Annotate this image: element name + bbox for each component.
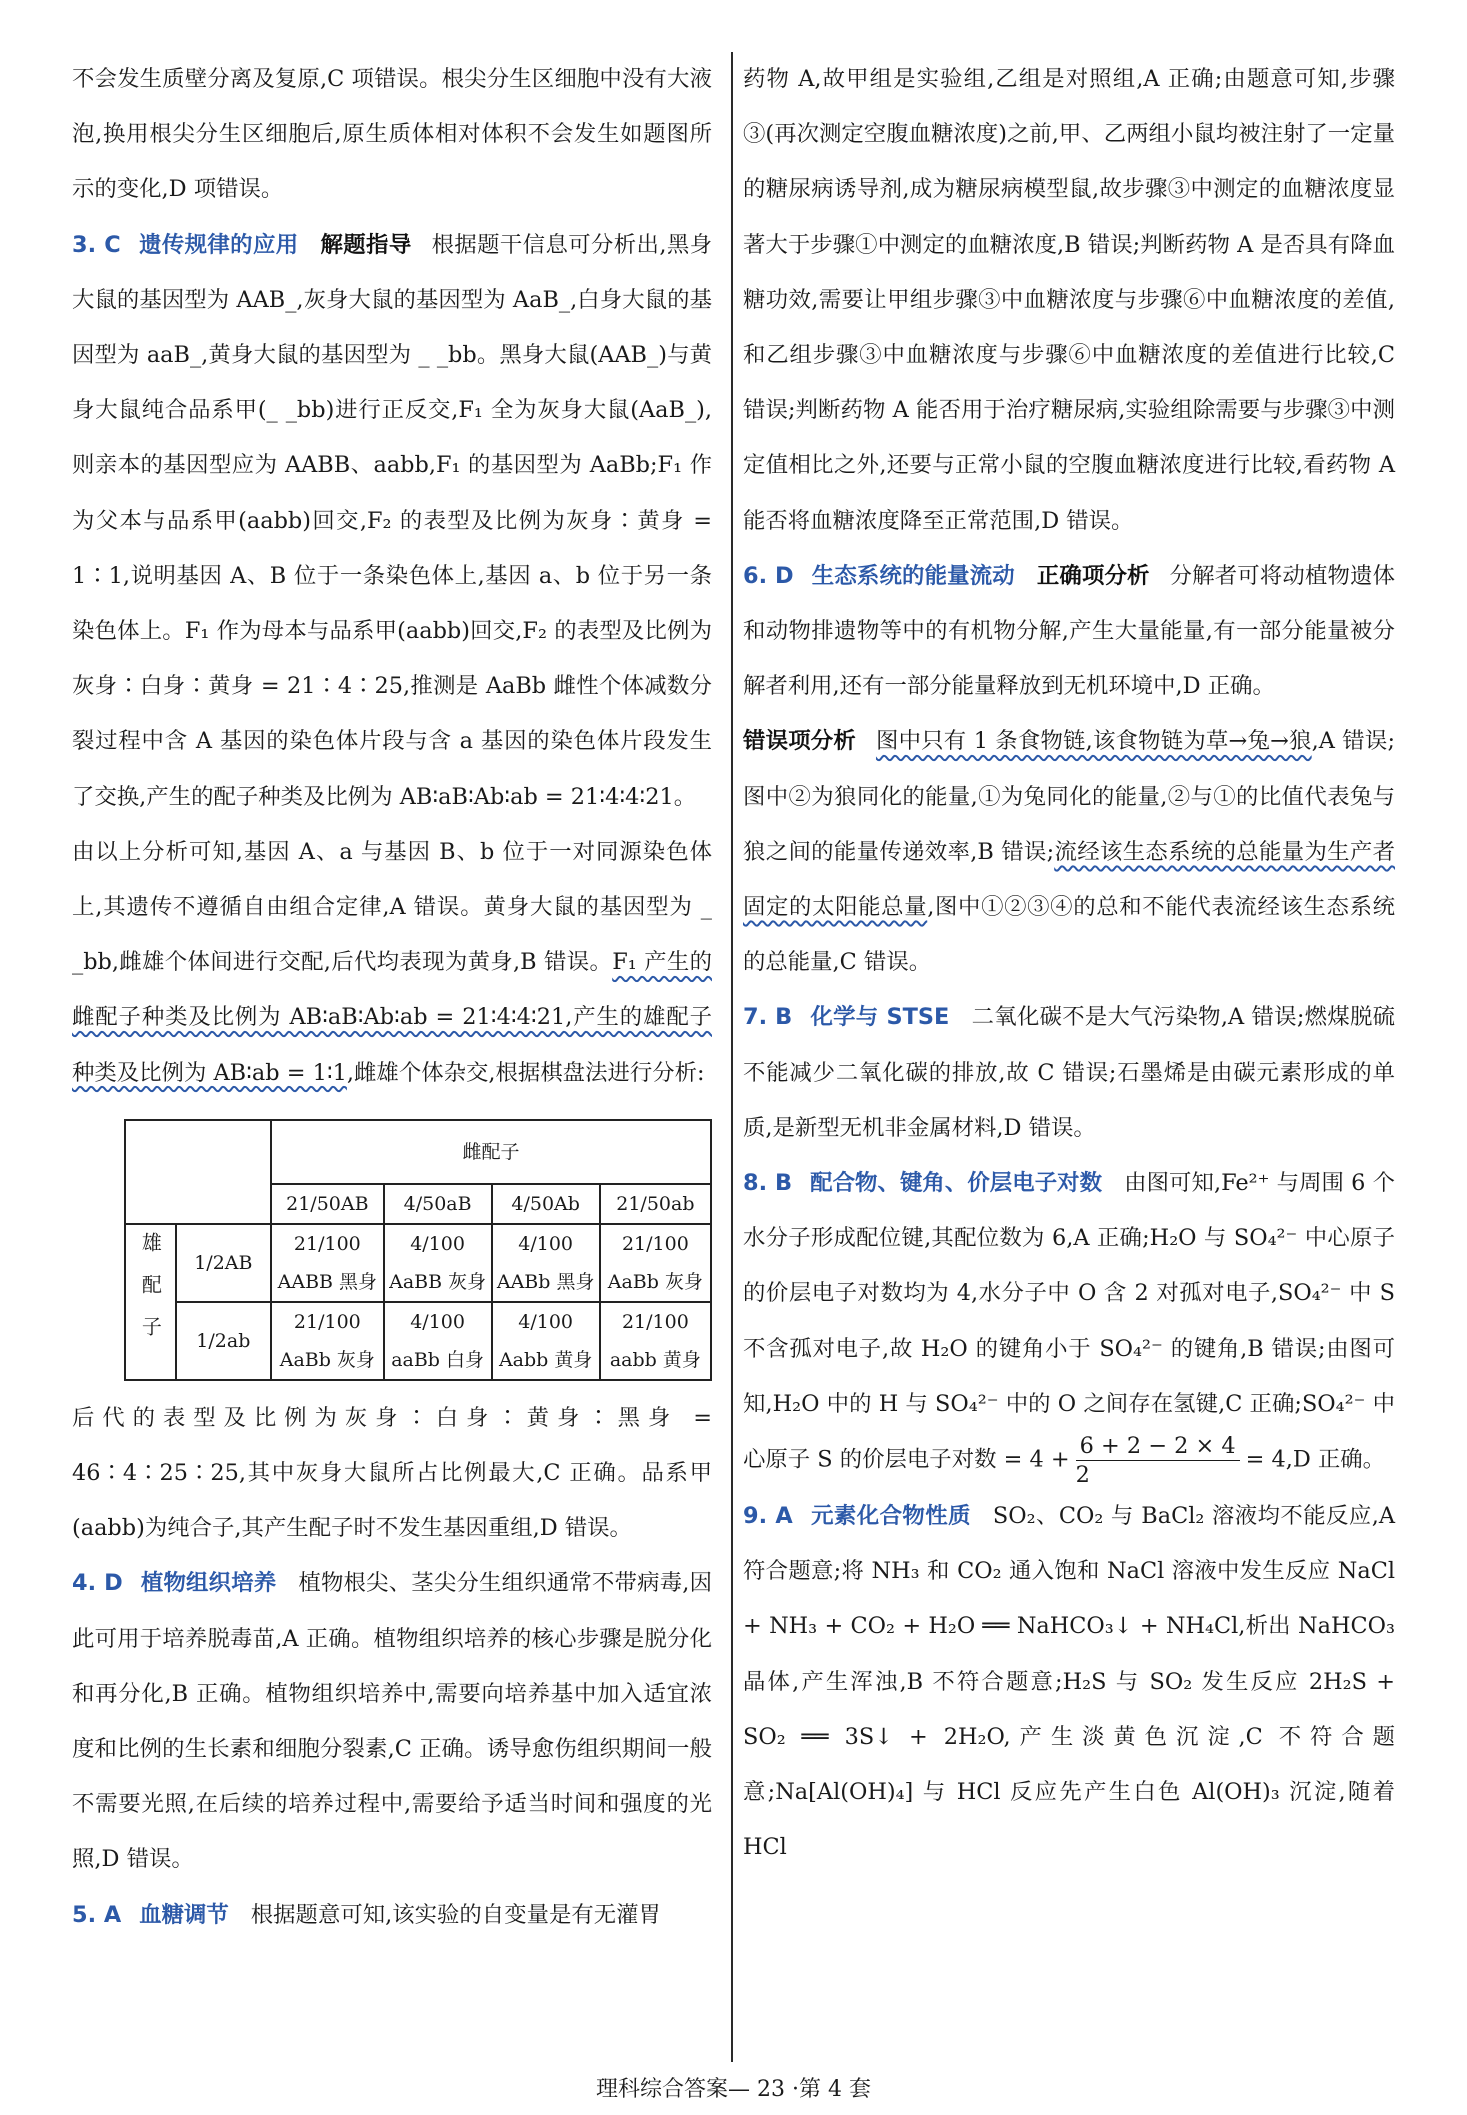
analysis-text: 由以上分析可知,基因 A、a 与基因 B、b 位于一对同源染色体上,其遗传不遵循自由组合定律,A 错误。黄身大鼠的基因型为 _ _bb,雌雄个体间进行交配,后代均表现为黄身,B 错误。 bbox=[72, 838, 712, 976]
col-header: 4/50Ab bbox=[492, 1184, 600, 1224]
answer-5 bbox=[72, 1888, 712, 1943]
table-corner bbox=[125, 1120, 271, 1224]
table-cell: 4/100 Aabb 黄身 bbox=[492, 1302, 600, 1380]
male-gamete-header bbox=[125, 1224, 176, 1380]
answer-text: 根据题意可知,该实验的自变量是有无灌胃 bbox=[250, 1901, 661, 1928]
right-column bbox=[743, 52, 1395, 1876]
col-header: 21/50ab bbox=[600, 1184, 711, 1224]
column-divider bbox=[731, 52, 733, 2062]
answer-6-errors bbox=[743, 714, 1395, 990]
female-gamete-header: 雌配子 bbox=[271, 1120, 711, 1184]
col-header: 4/50aB bbox=[384, 1184, 492, 1224]
answer-number: 6. D bbox=[743, 562, 794, 589]
guide-label: 正确项分析 bbox=[1036, 562, 1150, 589]
answer-number: 9. A bbox=[743, 1503, 793, 1530]
answer-number: 5. A bbox=[72, 1901, 122, 1928]
guide-label: 错误项分析 bbox=[743, 728, 856, 755]
answer-text: ,图中①②③④的总和不能代表流经该生态系统的总能量,C 错误。 bbox=[743, 894, 1395, 976]
fraction-denominator: 2 bbox=[1075, 1462, 1090, 1489]
answer-topic: 生态系统的能量流动 bbox=[811, 562, 1015, 589]
answer-text: 植物根尖、茎尖分生组织通常不带病毒,因此可用于培养脱毒苗,A 正确。植物组织培养的核心步骤是脱分化和再分化,B 正确。植物组织培养中,需要向培养基中加入适宜浓度和比例的生长素和细胞分裂素,C 正确。诱导愈伤组织期间一般不需要光照,在后续的培养过程中,需要给予适当时间和强度的光照,D 错误。 bbox=[72, 1570, 713, 1873]
answer-text: 由图可知,Fe²⁺ 与周围 6 个水分子形成配位键,其配位数为 6,A 正确;H₂O 与 SO₄²⁻ 中心原子的价层电子对数均为 4,水分子中 O 含 2 对孤对电子,SO₄²⁻ 中 S 不含孤对电子,故 H₂O 的键角小于 SO₄²⁻ 的键角,B 错误;由图可知,H₂O 中的 H 与 SO₄²⁻ 中的 O 之间存在氢键,C 正确;SO₄²⁻ 中心原子 S 的价层电子对数 = 4 + bbox=[743, 1170, 1396, 1473]
page-footer: 理科综合答案— 23 ·第 4 套 bbox=[596, 2077, 871, 2102]
answer-number: 7. B bbox=[743, 1004, 793, 1031]
answer-7 bbox=[743, 990, 1395, 1156]
answer-text: 根据题干信息可分析出,黑身大鼠的基因型为 AAB_,灰身大鼠的基因型为 AaB_,白身大鼠的基因型为 aaB_,黄身大鼠的基因型为 _ _bb。黑身大鼠(AAB_)与黄身大鼠纯合品系甲(_ _bb)进行正反交,F₁ 全为灰身大鼠(AaB_),则亲本的基因型应为 AABB、aabb,F₁ 的基因型为 AaBb;F₁ 作为父本与品系甲(aabb)回交,F₂ 的表型及比例为灰身∶黄身 = 1∶1,说明基因 A、B 位于一条染色体上,基因 a、b 位于另一条染色体上。F₁ 作为母本与品系甲(aabb)回交,F₂ 的表型及比例为灰身∶白身∶黄身 = 21∶4∶25,推测是 AaBb 雌性个体减数分裂过程中含 A 基因的染色体片段与含 a 基因的染色体片段发生了交换,产生的配子种类及比例为 AB∶aB∶Ab∶ab = 21∶4∶4∶21。 bbox=[72, 231, 712, 810]
underlined-text: F₁ 产生的雌配子种类及比例为 AB∶aB∶Ab∶ab = 21∶4∶4∶21,产生的雄配子种类及比例为 AB∶ab = 1∶1 bbox=[72, 949, 712, 1086]
underlined-text: 流经该生态系统的总能量为生产者固定的太阳能总量 bbox=[743, 838, 1396, 921]
answer-topic: 遗传规律的应用 bbox=[138, 231, 299, 258]
paragraph-cont: 不会发生质壁分离及复原,C 项错误。根尖分生区细胞中没有大液泡,换用根尖分生区细胞后,原生质体相对体积不会发生如题图所示的变化,D 项错误。 bbox=[72, 66, 712, 203]
answer-text: 分解者可将动植物遗体和动物排遗物等中的有机物分解,产生大量能量,有一部分能量被分解者利用,还有一部分能量释放到无机环境中,D 正确。 bbox=[743, 562, 1396, 700]
answer-4 bbox=[72, 1556, 712, 1887]
row-header: 1/2AB bbox=[176, 1224, 271, 1302]
analysis-text-end: ,雌雄个体杂交,根据棋盘法进行分析: bbox=[346, 1059, 705, 1086]
underlined-text: 图中只有 1 条食物链,该食物链为草→兔→狼 bbox=[875, 728, 1312, 755]
table-cell: 4/100 aaBb 白身 bbox=[384, 1302, 492, 1380]
answer-topic: 配合物、键角、价层电子对数 bbox=[810, 1170, 1103, 1197]
col-header: 21/50AB bbox=[271, 1184, 384, 1224]
answer-3 bbox=[72, 218, 712, 825]
guide-label: 解题指导 bbox=[320, 231, 412, 258]
answer-number: 3. C bbox=[72, 231, 121, 258]
answer-5-cont: 药物 A,故甲组是实验组,乙组是对照组,A 正确;由题意可知,步骤③(再次测定空腹血糖浓度)之前,甲、乙两组小鼠均被注射了一定量的糖尿病诱导剂,成为糖尿病模型鼠,故步骤③中测定的血糖浓度显著大于步骤①中测定的血糖浓度,B 错误;判断药物 A 是否具有降血糖功效,需要让甲组步骤③中血糖浓度与步骤⑥中血糖浓度的差值,和乙组步骤③中血糖浓度与步骤⑥中血糖浓度的差值进行比较,C 错误;判断药物 A 能否用于治疗糖尿病,实验组除需要与步骤③中测定值相比之外,还要与正常小鼠的空腹血糖浓度进行比较,看药物 A 能否将血糖浓度降至正常范围,D 错误。 bbox=[743, 66, 1395, 534]
answer-topic: 化学与 STSE bbox=[810, 1004, 950, 1031]
answer-text: 二氧化碳不是大气污染物,A 错误;燃煤脱硫不能减少二氧化碳的排放,故 C 错误;石墨烯是由碳元素形成的单质,是新型无机非金属材料,D 错误。 bbox=[743, 1004, 1395, 1141]
answer-topic: 植物组织培养 bbox=[140, 1570, 277, 1597]
answer-text-end: = 4,D 正确。 bbox=[1245, 1446, 1386, 1473]
answer-number: 4. D bbox=[72, 1570, 123, 1597]
punnett-table bbox=[124, 1119, 712, 1381]
table-cell: 21/100 aabb 黄身 bbox=[600, 1302, 711, 1380]
table-cell: 21/100 AaBb 灰身 bbox=[600, 1224, 711, 1302]
answer-3-analysis bbox=[72, 825, 712, 1101]
table-cell: 21/100 AaBb 灰身 bbox=[271, 1302, 384, 1380]
row-header: 1/2ab bbox=[176, 1302, 271, 1380]
answer-topic: 元素化合物性质 bbox=[810, 1503, 971, 1530]
left-column bbox=[72, 52, 712, 1943]
answer-9 bbox=[743, 1489, 1395, 1875]
answer-text: ,A 错误;图中②为狼同化的能量,①为兔同化的能量,②与①的比值代表兔与狼之间的能量传递效率,B 错误; bbox=[743, 728, 1396, 865]
answer-topic: 血糖调节 bbox=[139, 1901, 229, 1928]
table-cell: 4/100 AaBB 灰身 bbox=[384, 1224, 492, 1302]
answer-number: 8. B bbox=[743, 1170, 793, 1197]
answer-text: SO₂、CO₂ 与 BaCl₂ 溶液均不能反应,A 符合题意;将 NH₃ 和 CO₂ 通入饱和 NaCl 溶液中发生反应 NaCl + NH₃ + CO₂ + H₂O ══ NaHCO₃↓ + NH₄Cl,析出 NaHCO₃ 晶体,产生浑浊,B 不符合题意;H₂S 与 SO₂ 发生反应 2H₂S + SO₂ ══ 3S↓ + 2H₂O,产生淡黄色沉淀,C 不符合题意;Na[Al(OH)₄] 与 HCl 反应先产生白色 Al(OH)₃ 沉淀,随着 HCl bbox=[743, 1503, 1395, 1861]
punnett-table-wrap bbox=[124, 1119, 712, 1381]
fraction-numerator: 6 + 2 − 2 × 4 bbox=[1076, 1432, 1240, 1461]
answer-6 bbox=[743, 549, 1395, 715]
table-conclusion: 后代的表型及比例为灰身∶白身∶黄身∶黑身 = 46∶4∶25∶25,其中灰身大鼠所占比例最大,C 正确。品系甲(aabb)为纯合子,其产生配子时不发生基因重组,D 错误。 bbox=[72, 1404, 712, 1542]
table-cell: 21/100 AABB 黑身 bbox=[271, 1224, 384, 1302]
fraction bbox=[1076, 1432, 1240, 1489]
table-cell: 4/100 AABb 黑身 bbox=[492, 1224, 600, 1302]
male-gamete-label: 雄配子 bbox=[138, 1232, 163, 1359]
answer-8 bbox=[743, 1156, 1395, 1489]
